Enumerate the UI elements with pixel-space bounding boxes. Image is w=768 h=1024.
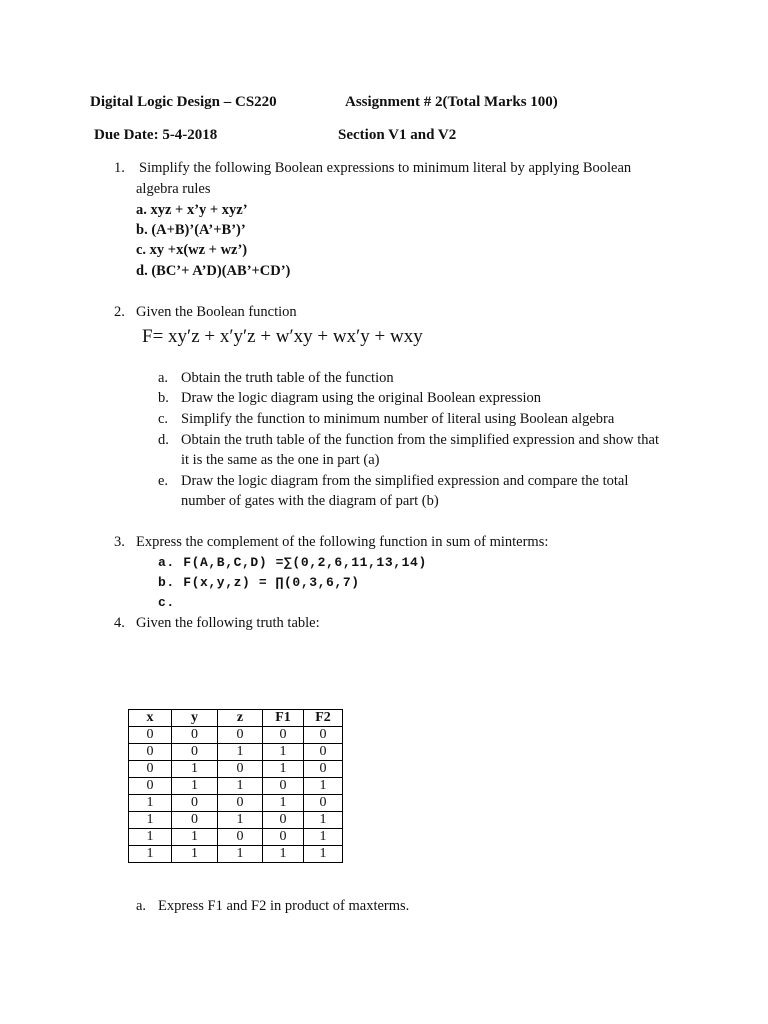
q3-number: 3. bbox=[114, 534, 125, 550]
header-f2: F2 bbox=[304, 710, 343, 727]
course-title: Digital Logic Design – CS220 bbox=[90, 94, 277, 110]
header-y: y bbox=[172, 710, 218, 727]
assignment-title: Assignment # 2(Total Marks 100) bbox=[345, 94, 558, 110]
cell: 0 bbox=[304, 795, 343, 812]
cell: 1 bbox=[172, 761, 218, 778]
cell: 0 bbox=[129, 778, 172, 795]
table-row bbox=[129, 829, 343, 846]
q1-item-c: c. xy +x(wz + wz’) bbox=[136, 242, 248, 258]
cell: 1 bbox=[129, 812, 172, 829]
q4-part-a-letter: a. bbox=[136, 898, 147, 914]
cell: 0 bbox=[218, 761, 263, 778]
cell: 1 bbox=[304, 812, 343, 829]
cell: 1 bbox=[304, 829, 343, 846]
header-f1: F1 bbox=[263, 710, 304, 727]
table-row bbox=[129, 846, 343, 863]
q1-item-a: a. xyz + x’y + xyz’ bbox=[136, 202, 248, 218]
cell: 1 bbox=[263, 744, 304, 761]
cell: 1 bbox=[263, 761, 304, 778]
table-row bbox=[129, 744, 343, 761]
cell: 1 bbox=[172, 778, 218, 795]
cell: 0 bbox=[129, 727, 172, 744]
cell: 1 bbox=[172, 829, 218, 846]
q1-intro-line1: Simplify the following Boolean expressions to minimum literal by applying Boolean bbox=[139, 160, 632, 176]
table-row bbox=[129, 727, 343, 744]
q2-item-b-text: Draw the logic diagram using the original Boolean expression bbox=[181, 390, 541, 406]
q1-item-d: d. (BC’+ A’D)(AB’+CD’) bbox=[136, 263, 291, 279]
q2-item-e-text: Draw the logic diagram from the simplified expression and compare the total bbox=[181, 473, 629, 489]
cell: 0 bbox=[172, 795, 218, 812]
cell: 1 bbox=[263, 846, 304, 863]
cell: 0 bbox=[304, 744, 343, 761]
cell: 0 bbox=[304, 727, 343, 744]
q2-number: 2. bbox=[114, 304, 125, 320]
cell: 1 bbox=[129, 795, 172, 812]
q3-intro: Express the complement of the following function in sum of minterms: bbox=[136, 534, 549, 550]
q3-item-b: b. F(x,y,z) = ∏(0,3,6,7) bbox=[158, 575, 360, 590]
cell: 1 bbox=[304, 846, 343, 863]
header-z: z bbox=[218, 710, 263, 727]
cell: 0 bbox=[263, 812, 304, 829]
cell: 0 bbox=[172, 812, 218, 829]
q2-item-e-letter: e. bbox=[158, 473, 169, 489]
q1-intro-line2: algebra rules bbox=[136, 181, 211, 197]
truth-table bbox=[128, 709, 343, 863]
table-row bbox=[129, 778, 343, 795]
table-row bbox=[129, 761, 343, 778]
cell: 0 bbox=[129, 744, 172, 761]
cell: 0 bbox=[129, 761, 172, 778]
section-info: Section V1 and V2 bbox=[338, 127, 457, 143]
q2-item-e-text-cont: number of gates with the diagram of part (b) bbox=[181, 493, 439, 509]
q2-item-d-text-cont: it is the same as the one in part (a) bbox=[181, 452, 380, 468]
cell: 1 bbox=[129, 829, 172, 846]
q2-intro: Given the Boolean function bbox=[136, 304, 297, 320]
q2-function: F= xy′z + x′y′z + w′xy + wx′y + wxy bbox=[142, 326, 423, 347]
due-date: Due Date: 5-4-2018 bbox=[94, 127, 218, 143]
cell: 1 bbox=[129, 846, 172, 863]
cell: 0 bbox=[218, 829, 263, 846]
cell: 0 bbox=[304, 761, 343, 778]
cell: 1 bbox=[172, 846, 218, 863]
q2-item-a-letter: a. bbox=[158, 370, 169, 386]
q2-item-d-text: Obtain the truth table of the function from the simplified expression and show that bbox=[181, 432, 659, 448]
cell: 0 bbox=[218, 727, 263, 744]
cell: 0 bbox=[263, 727, 304, 744]
cell: 1 bbox=[263, 795, 304, 812]
cell: 0 bbox=[263, 829, 304, 846]
cell: 1 bbox=[218, 744, 263, 761]
cell: 1 bbox=[218, 846, 263, 863]
q2-item-b-letter: b. bbox=[158, 390, 169, 406]
q4-part-a-text: Express F1 and F2 in product of maxterms. bbox=[158, 898, 410, 914]
q2-item-c-text: Simplify the function to minimum number of literal using Boolean algebra bbox=[181, 411, 615, 427]
q1-item-b: b. (A+B)’(A’+B’)’ bbox=[136, 222, 246, 238]
q4-intro: Given the following truth table: bbox=[136, 615, 320, 631]
cell: 0 bbox=[263, 778, 304, 795]
header-x: x bbox=[129, 710, 172, 727]
table-row bbox=[129, 795, 343, 812]
cell: 1 bbox=[304, 778, 343, 795]
table-row bbox=[129, 812, 343, 829]
cell: 1 bbox=[218, 778, 263, 795]
cell: 0 bbox=[218, 795, 263, 812]
q2-item-a-text: Obtain the truth table of the function bbox=[181, 370, 394, 386]
q4-number: 4. bbox=[114, 615, 125, 631]
cell: 0 bbox=[172, 744, 218, 761]
q2-item-c-letter: c. bbox=[158, 411, 169, 427]
cell: 1 bbox=[218, 812, 263, 829]
q3-item-a: a. F(A,B,C,D) =∑(0,2,6,11,13,14) bbox=[158, 555, 427, 570]
q3-item-c: c. bbox=[158, 595, 175, 610]
truth-table-header-row bbox=[129, 710, 343, 727]
q1-number: 1. bbox=[114, 160, 125, 176]
cell: 0 bbox=[172, 727, 218, 744]
q2-item-d-letter: d. bbox=[158, 432, 169, 448]
